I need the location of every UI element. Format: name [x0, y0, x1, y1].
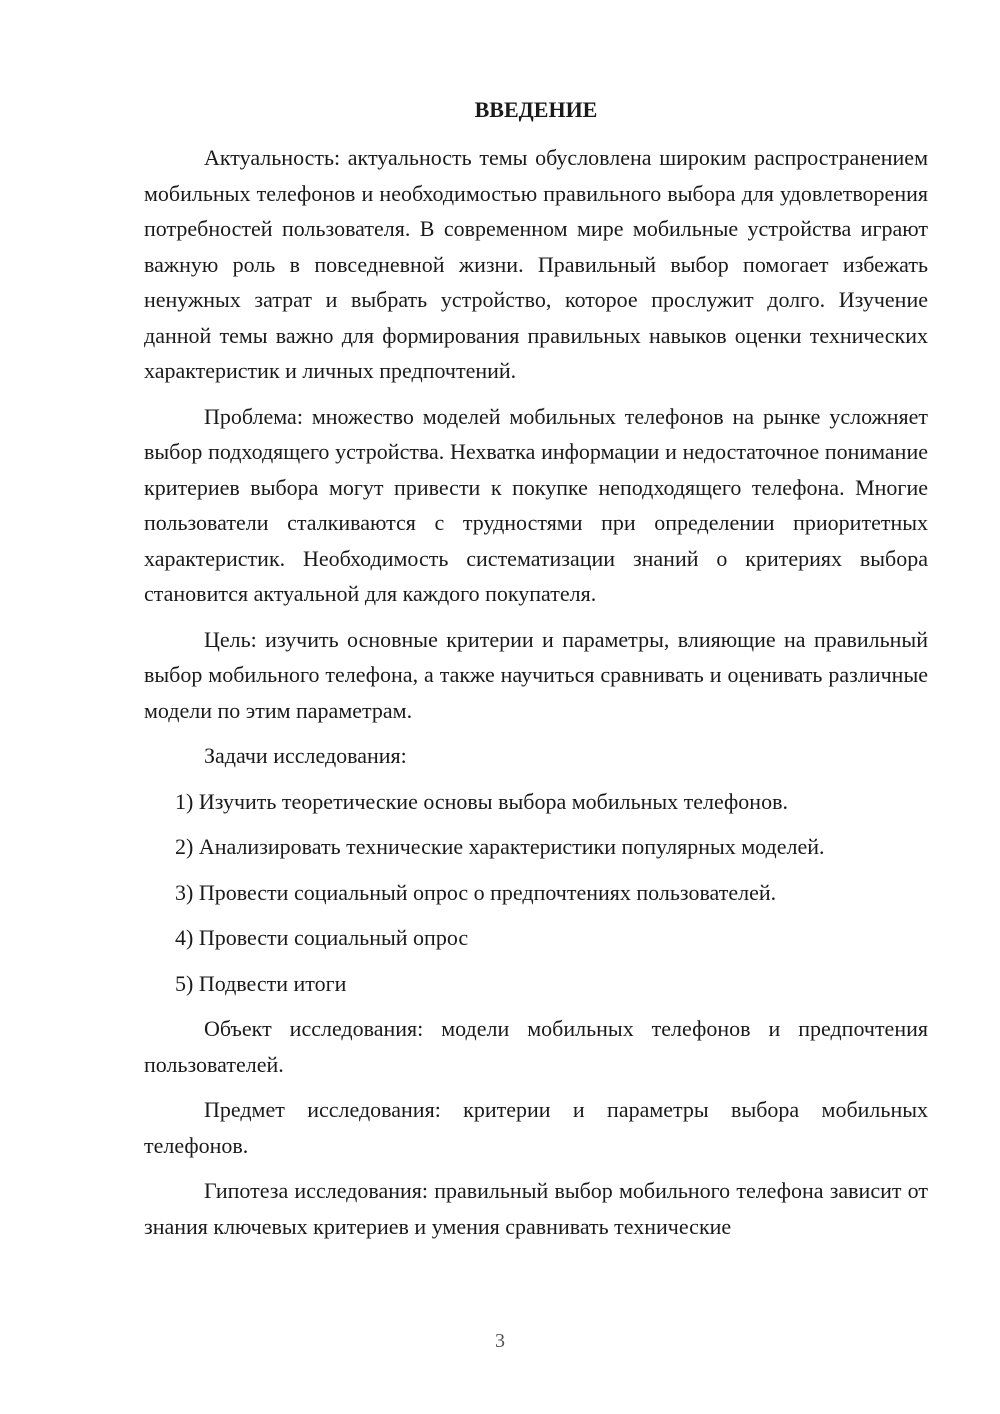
page-number: 3 — [495, 1330, 505, 1352]
task-item: 2) Анализировать технические характеристики популярных моделей. — [175, 834, 825, 859]
task-item: 5) Подвести итоги — [175, 970, 347, 996]
paragraph-object: Объект исследования: модели мобильных телефонов и предпочтения пользователей. — [144, 1016, 928, 1077]
task-item: 3) Провести социальный опрос о предпочтениях пользователей. — [175, 879, 777, 905]
paragraph-relevance: Актуальность: актуальность темы обусловлена широким распространением мобильных телефонов и необходимостью правильного выбора для удовлетворения потребностей пользователя. В современном мире мобильные устройства играют важную роль в повседневной жизни. Правильный выбор помогает избежать ненужных затрат и выбрать устройство, которое прослужит долго. Изучение данной темы важно для формирования правильных навыков оценки технических характеристик и личных предпочтений. — [144, 145, 928, 383]
task-item: 1) Изучить теоретические основы выбора мобильных телефонов. — [175, 788, 788, 814]
page-content — [144, 92, 928, 1254]
task-item: 4) Провести социальный опрос — [175, 925, 469, 950]
paragraph-problem: Проблема: множество моделей мобильных телефонов на рынке усложняет выбор подходящего устройства. Нехватка информации и недостаточное понимание критериев выбора могут привести к покупке неподходящего телефона. Многие пользователи сталкиваются с трудностями при определении приоритетных характеристик. Необходимость систематизации знаний о критериях выбора становится актуальной для каждого покупателя. — [144, 403, 928, 606]
section-title: ВВЕДЕНИЕ — [474, 97, 598, 122]
paragraph-goal: Цель: изучить основные критерии и параметры, влияющие на правильный выбор мобильного телефона, а также научиться сравнивать и оценивать различные модели по этим параметрам. — [144, 626, 928, 723]
tasks-heading: Задачи исследования: — [204, 743, 407, 768]
paragraph-hypothesis: Гипотеза исследования: правильный выбор мобильного телефона зависит от знания ключевых критериев и умения сравнивать технические — [144, 1178, 928, 1239]
paragraph-subject: Предмет исследования: критерии и параметры выбора мобильных телефонов. — [144, 1097, 928, 1158]
